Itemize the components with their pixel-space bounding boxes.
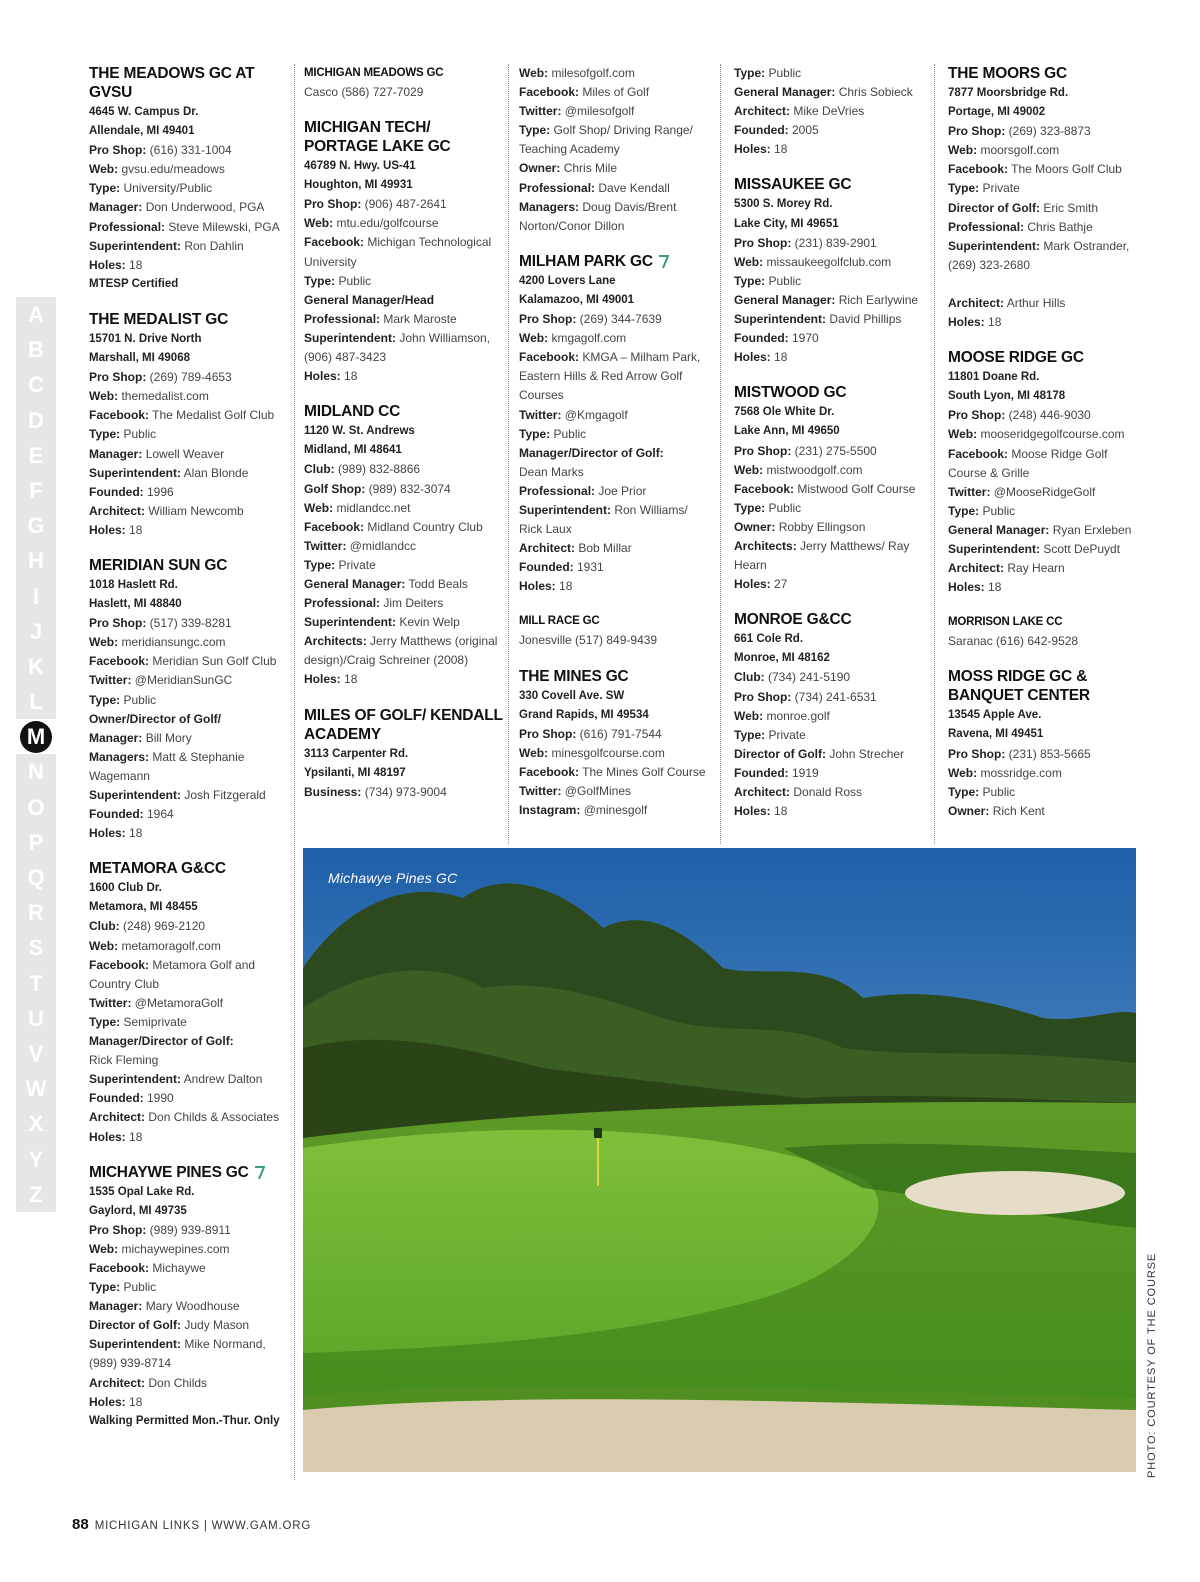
course-entry-michigan-meadows bbox=[304, 64, 504, 102]
pro-shop-line: Pro Shop: (269) 344-7639 bbox=[519, 312, 662, 327]
index-letter-o: O bbox=[16, 790, 56, 825]
twitter-line: Twitter: @MooseRidgeGolf bbox=[948, 484, 1096, 499]
director-line: Director of Golf: John Strecher bbox=[734, 746, 905, 761]
architect-line: Architect: Ray Hearn bbox=[948, 561, 1065, 576]
holes-line: Holes: 18 bbox=[89, 826, 143, 841]
twitter-line: Twitter: @MeridianSunGC bbox=[89, 673, 233, 688]
course-name: THE MEDALIST GC bbox=[89, 310, 229, 328]
web-line[interactable]: Web: minesgolfcourse.com bbox=[519, 745, 665, 760]
column-divider bbox=[720, 64, 721, 844]
course-name: MISSAUKEE GC bbox=[734, 176, 852, 194]
index-letter-l: L bbox=[16, 684, 56, 719]
address-line: Houghton, MI 49931 bbox=[304, 179, 413, 192]
photo-credit: PHOTO: COURTESY OF THE COURSE bbox=[1146, 1252, 1158, 1478]
twitter-line: Twitter: @Kmgagolf bbox=[519, 407, 628, 422]
architect-line: Architect: Don Childs bbox=[89, 1375, 208, 1390]
type-line: Type: Public bbox=[519, 426, 587, 441]
pro-shop-line: Pro Shop: (734) 241-6531 bbox=[734, 689, 877, 704]
index-letter-p: P bbox=[16, 825, 56, 860]
certification-note: MTESP Certified bbox=[89, 277, 179, 290]
course-name: MILES OF GOLF/ KENDALL ACADEMY bbox=[304, 706, 503, 743]
index-letter-q: Q bbox=[16, 860, 56, 895]
superintendent-line: Superintendent: John Williamson, (906) 487-3423 bbox=[304, 330, 491, 365]
course-entry-miles-of-golf-continued bbox=[519, 64, 714, 236]
superintendent-line: Superintendent: David Phillips bbox=[734, 312, 902, 327]
superintendent-line: Superintendent: Ron Williams/ Rick Laux bbox=[519, 502, 688, 537]
pro-shop-line: Pro Shop: (231) 275-5500 bbox=[734, 443, 877, 458]
address-line: 46789 N. Hwy. US-41 bbox=[304, 160, 416, 173]
address-line: 1120 W. St. Andrews bbox=[304, 425, 415, 438]
manager-line: Manager: Don Underwood, PGA bbox=[89, 200, 265, 215]
address-line: 1535 Opal Lake Rd. bbox=[89, 1185, 195, 1198]
course-entry-michaywe-pines bbox=[89, 1163, 284, 1431]
pro-shop-line: Pro Shop: (989) 939-8911 bbox=[89, 1222, 231, 1237]
type-line: Type: Public bbox=[948, 784, 1016, 799]
address-line: Ravena, MI 49451 bbox=[948, 728, 1044, 741]
pro-shop-line: Pro Shop: (248) 446-9030 bbox=[948, 408, 1091, 423]
general-manager-line: General Manager: Chris Sobieck bbox=[734, 85, 913, 100]
index-letter-z: Z bbox=[16, 1177, 56, 1212]
business-line: Business: (734) 973-9004 bbox=[304, 784, 447, 799]
twitter-line: Twitter: @milesofgolf bbox=[519, 104, 635, 119]
address-line: Lake Ann, MI 49650 bbox=[734, 425, 840, 438]
architects-line: Architects: Jerry Matthews (original design)/Craig Schreiner (2008) bbox=[304, 634, 498, 668]
founded-line: Founded: 1931 bbox=[519, 560, 604, 575]
course-entry-meridian-sun bbox=[89, 556, 284, 843]
index-letter-w: W bbox=[16, 1071, 56, 1106]
course-name: THE MOORS GC bbox=[948, 65, 1068, 82]
address-line: Haslett, MI 48840 bbox=[89, 598, 182, 611]
architect-line: Architect: Bob Millar bbox=[519, 541, 632, 556]
superintendent-line: Superintendent: Andrew Dalton bbox=[89, 1072, 263, 1087]
type-line: Type: Public bbox=[89, 692, 157, 707]
managers-line: Managers: Doug Davis/Brent Norton/Conor Dillon bbox=[519, 199, 677, 233]
flag-icon bbox=[253, 1166, 265, 1180]
footer-text: MICHIGAN LINKS | WWW.GAM.ORG bbox=[94, 1520, 312, 1532]
superintendent-line: Superintendent: Alan Blonde bbox=[89, 465, 249, 480]
course-entry-the-mines bbox=[519, 667, 714, 821]
address-line: 7568 Ole White Dr. bbox=[734, 406, 835, 419]
general-manager-line: General Manager: Todd Beals bbox=[304, 576, 468, 591]
course-entry-mistwood bbox=[734, 383, 924, 594]
manager-line: Manager: Lowell Weaver bbox=[89, 446, 225, 461]
type-line: Type: Private bbox=[734, 727, 806, 742]
address-line: South Lyon, MI 48178 bbox=[948, 390, 1066, 403]
web-line[interactable]: Web: mossridge.com bbox=[948, 765, 1062, 780]
column-divider bbox=[508, 64, 509, 844]
web-line[interactable]: Web: monroe.golf bbox=[734, 708, 830, 723]
web-line[interactable]: Web: gvsu.edu/meadows bbox=[89, 162, 225, 177]
type-line: Type: Golf Shop/ Driving Range/ Teaching Academy bbox=[519, 123, 693, 157]
address-line: Kalamazoo, MI 49001 bbox=[519, 293, 635, 306]
address-line: 3113 Carpenter Rd. bbox=[304, 747, 409, 760]
address-line: 1600 Club Dr. bbox=[89, 882, 162, 895]
course-name: METAMORA G&CC bbox=[89, 860, 226, 878]
holes-line: Holes: 18 bbox=[948, 580, 1002, 595]
pro-shop-line: Pro Shop: (616) 331-1004 bbox=[89, 143, 232, 158]
facebook-line: Facebook: Michigan Technological University bbox=[304, 235, 492, 269]
web-line[interactable]: Web: milesofgolf.com bbox=[519, 66, 635, 80]
course-entry-monroe bbox=[734, 610, 924, 821]
index-letter-h: H bbox=[16, 543, 56, 578]
golf-shop-line: Golf Shop: (989) 832-3074 bbox=[304, 481, 451, 496]
course-name: MICHIGAN MEADOWS GC bbox=[304, 67, 444, 79]
column-divider bbox=[934, 64, 935, 844]
facebook-line: Facebook: KMGA – Milham Park, Eastern Hills & Red Arrow Golf Courses bbox=[519, 350, 701, 403]
manager-value: Rick Fleming bbox=[89, 1053, 159, 1068]
founded-line: Founded: 1996 bbox=[89, 484, 174, 499]
address-line: 1018 Haslett Rd. bbox=[89, 578, 178, 591]
manager-label: Manager/Director of Golf: bbox=[519, 445, 664, 460]
column-divider bbox=[294, 64, 295, 1480]
holes-line: Holes: 18 bbox=[734, 142, 788, 157]
course-name: THE MEADOWS GC AT GVSU bbox=[89, 65, 255, 101]
index-letter-i: I bbox=[16, 579, 56, 614]
course-entry-continued bbox=[734, 64, 924, 159]
owner-line: Owner: Rich Kent bbox=[948, 803, 1045, 818]
superintendent-line: Superintendent: Mark Ostrander, (269) 323-2680 bbox=[948, 238, 1130, 272]
founded-line: Founded: 1970 bbox=[734, 331, 819, 346]
index-letter-r: R bbox=[16, 895, 56, 930]
pro-shop-line: Pro Shop: (906) 487-2641 bbox=[304, 197, 447, 212]
general-manager-line: General Manager: Rich Earlywine bbox=[734, 292, 919, 307]
course-name: MERIDIAN SUN GC bbox=[89, 556, 228, 574]
pro-shop-line: Pro Shop: (616) 791-7544 bbox=[519, 726, 662, 741]
course-entry-midland-cc bbox=[304, 402, 504, 689]
owner-line: Owner: Robby Ellingson bbox=[734, 519, 866, 534]
walking-note: Walking Permitted Mon.-Thur. Only bbox=[89, 1414, 280, 1427]
index-letter-f: F bbox=[16, 473, 56, 508]
pro-shop-line: Pro Shop: (517) 339-8281 bbox=[89, 616, 232, 631]
web-line[interactable]: Web: kmgagolf.com bbox=[519, 331, 627, 346]
founded-line: Founded: 2005 bbox=[734, 123, 819, 138]
holes-line: Holes: 18 bbox=[89, 1394, 143, 1409]
superintendent-line: Superintendent: Scott DePuydt bbox=[948, 541, 1121, 556]
director-line: Director of Golf: Judy Mason bbox=[89, 1318, 250, 1333]
type-line: Type: Private bbox=[948, 181, 1020, 196]
contact-line: Saranac (616) 642-9528 bbox=[948, 634, 1079, 649]
address-line: Lake City, MI 49651 bbox=[734, 217, 839, 230]
facebook-line: Facebook: The Medalist Golf Club bbox=[89, 408, 275, 423]
architect-line: Architect: Mike DeVries bbox=[734, 104, 865, 119]
course-name: MIDLAND CC bbox=[304, 403, 401, 421]
holes-line: Holes: 27 bbox=[734, 577, 788, 592]
professional-line: Professional: Chris Bathje bbox=[948, 219, 1093, 234]
professional-line: Professional: Dave Kendall bbox=[519, 180, 670, 195]
holes-line: Holes: 18 bbox=[519, 579, 573, 594]
course-entry-morrison-lake bbox=[948, 613, 1143, 651]
type-line: Type: Public bbox=[734, 500, 802, 515]
column-4 bbox=[734, 64, 924, 837]
course-entry-metamora bbox=[89, 859, 284, 1146]
address-line: 13545 Apple Ave. bbox=[948, 709, 1042, 722]
web-line[interactable]: Web: themedalist.com bbox=[89, 389, 209, 404]
superintendent-line: Superintendent: Kevin Welp bbox=[304, 615, 460, 630]
architect-line: Architect: Don Childs & Associates bbox=[89, 1110, 280, 1125]
managers-line: Managers: Matt & Stephanie Wagemann bbox=[89, 749, 245, 783]
web-line[interactable]: Web: mooseridgegolfcourse.com bbox=[948, 427, 1125, 442]
address-line: 661 Cole Rd. bbox=[734, 633, 804, 646]
course-entry-the-meadows bbox=[89, 64, 284, 294]
course-entry-miles-of-golf bbox=[304, 706, 504, 802]
founded-line: Founded: 1964 bbox=[89, 807, 174, 822]
manager-value: Dean Marks bbox=[519, 464, 584, 479]
superintendent-line: Superintendent: Mike Normand, (989) 939-8714 bbox=[89, 1337, 266, 1371]
web-line[interactable]: Web: missaukeegolfclub.com bbox=[734, 254, 892, 269]
facebook-line: Facebook: The Moors Golf Club bbox=[948, 162, 1122, 177]
pro-shop-line: Pro Shop: (269) 789-4653 bbox=[89, 370, 232, 385]
course-name: MILHAM PARK GC bbox=[519, 252, 714, 271]
address-line: 330 Covell Ave. SW bbox=[519, 689, 625, 702]
index-letter-b: B bbox=[16, 332, 56, 367]
founded-line: Founded: 1990 bbox=[89, 1091, 174, 1106]
course-entry-michigan-tech bbox=[304, 118, 504, 386]
address-line: 7877 Moorsbridge Rd. bbox=[948, 87, 1069, 99]
index-letter-j: J bbox=[16, 614, 56, 649]
club-line: Club: (989) 832-8866 bbox=[304, 462, 421, 477]
column-3 bbox=[519, 64, 714, 836]
professional-line: Professional: Joe Prior bbox=[519, 483, 647, 498]
facebook-line: Facebook: Metamora Golf and Country Club bbox=[89, 957, 256, 991]
pro-shop-line: Pro Shop: (269) 323-8873 bbox=[948, 124, 1091, 139]
course-name: MONROE G&CC bbox=[734, 611, 852, 629]
index-letter-k: K bbox=[16, 649, 56, 684]
type-line: Type: Public bbox=[734, 66, 802, 80]
course-entry-mill-race bbox=[519, 612, 714, 650]
holes-line: Holes: 18 bbox=[89, 1129, 143, 1144]
address-line: Portage, MI 49002 bbox=[948, 106, 1046, 119]
golf-course-photo-illustration bbox=[303, 848, 1136, 1472]
general-manager-line: General Manager/Head Professional: Mark Maroste bbox=[304, 292, 457, 326]
address-line: 11801 Doane Rd. bbox=[948, 371, 1040, 384]
holes-line: Holes: 18 bbox=[89, 522, 143, 537]
web-line[interactable]: Web: mtu.edu/golfcourse bbox=[304, 216, 439, 231]
owner-line: Owner: Chris Mile bbox=[519, 161, 618, 176]
twitter-line: Twitter: @MetamoraGolf bbox=[89, 995, 224, 1010]
manager-line: Manager: Mary Woodhouse bbox=[89, 1299, 240, 1314]
type-line: Type: Public bbox=[734, 273, 802, 288]
web-line[interactable]: Web: metamoragolf.com bbox=[89, 938, 221, 953]
alphabet-index-tab bbox=[16, 297, 56, 1212]
facebook-line: Facebook: Michaywe bbox=[89, 1260, 206, 1275]
address-line: Grand Rapids, MI 49534 bbox=[519, 708, 649, 721]
pro-shop-line: Pro Shop: (231) 853-5665 bbox=[948, 746, 1091, 761]
course-photo bbox=[303, 848, 1136, 1472]
professional-line: Professional: Jim Deiters bbox=[304, 596, 444, 611]
general-manager-line: General Manager: Ryan Erxleben bbox=[948, 522, 1132, 537]
course-entry-missaukee bbox=[734, 175, 924, 367]
index-letter-n: N bbox=[16, 754, 56, 789]
web-line[interactable]: Web: midlandcc.net bbox=[304, 500, 411, 515]
address-line: Ypsilanti, MI 48197 bbox=[304, 766, 406, 779]
index-letter-e: E bbox=[16, 438, 56, 473]
web-line[interactable]: Web: mistwoodgolf.com bbox=[734, 462, 863, 477]
web-line[interactable]: Web: moorsgolf.com bbox=[948, 143, 1060, 158]
pro-shop-line: Pro Shop: (231) 839-2901 bbox=[734, 235, 877, 250]
type-line: Type: Public bbox=[948, 503, 1016, 518]
owner-label: Owner/Director of Golf/ bbox=[89, 711, 222, 726]
address-line: Midland, MI 48641 bbox=[304, 444, 402, 457]
course-entry-milham-park bbox=[519, 252, 714, 597]
type-line: Type: Public bbox=[304, 273, 372, 288]
index-letter-a: A bbox=[16, 297, 56, 332]
facebook-line: Facebook: Mistwood Golf Course bbox=[734, 481, 916, 496]
index-letter-g: G bbox=[16, 508, 56, 543]
facebook-line: Facebook: Miles of Golf bbox=[519, 85, 650, 100]
type-line: Type: Public bbox=[89, 1280, 157, 1295]
superintendent-line: Superintendent: Ron Dahlin bbox=[89, 238, 244, 253]
photo-caption: Michawye Pines GC bbox=[328, 870, 458, 886]
facebook-line: Facebook: The Mines Golf Course bbox=[519, 764, 706, 779]
course-name: MICHIGAN TECH/ PORTAGE LAKE GC bbox=[304, 119, 451, 156]
holes-line: Holes: 18 bbox=[89, 257, 143, 272]
twitter-line: Twitter: @midlandcc bbox=[304, 538, 417, 553]
superintendent-line: Superintendent: Josh Fitzgerald bbox=[89, 788, 266, 802]
course-name: MOOSE RIDGE GC bbox=[948, 349, 1084, 367]
twitter-line: Twitter: @GolfMines bbox=[519, 784, 631, 798]
address-line: Monroe, MI 48162 bbox=[734, 652, 830, 665]
course-entry-the-moors bbox=[948, 64, 1143, 332]
address-line: Allendale, MI 49401 bbox=[89, 125, 195, 138]
type-line: Type: Public bbox=[89, 427, 157, 442]
professional-line: Professional: Steve Milewski, PGA bbox=[89, 219, 280, 234]
architects-line: Architects: Jerry Matthews/ Ray Hearn bbox=[734, 538, 910, 573]
contact-line: Jonesville (517) 849-9439 bbox=[519, 633, 658, 648]
facebook-line: Facebook: Meridian Sun Golf Club bbox=[89, 654, 277, 669]
address-line: 15701 N. Drive North bbox=[89, 332, 202, 345]
holes-line: Holes: 18 bbox=[304, 672, 358, 687]
index-letter-c: C bbox=[16, 367, 56, 402]
holes-line: Holes: 18 bbox=[734, 804, 788, 819]
web-line[interactable]: Web: meridiansungc.com bbox=[89, 635, 226, 650]
course-name: MORRISON LAKE CC bbox=[948, 616, 1063, 629]
address-line: 4645 W. Campus Dr. bbox=[89, 106, 199, 118]
index-letter-t: T bbox=[16, 966, 56, 1001]
blank-line bbox=[948, 275, 1143, 294]
index-letter-u: U bbox=[16, 1001, 56, 1036]
address-line: 5300 S. Morey Rd. bbox=[734, 198, 833, 211]
page-number: 88 bbox=[72, 1516, 89, 1533]
flag-icon bbox=[657, 255, 669, 269]
instagram-line: Instagram: @minesgolf bbox=[519, 803, 648, 818]
index-letter-d: D bbox=[16, 403, 56, 438]
holes-line: Holes: 18 bbox=[948, 315, 1002, 330]
column-1 bbox=[89, 64, 284, 1447]
holes-line: Holes: 18 bbox=[304, 369, 358, 384]
address-line: Metamora, MI 48455 bbox=[89, 901, 198, 914]
index-letter-v: V bbox=[16, 1036, 56, 1071]
contact-line: Casco (586) 727-7029 bbox=[304, 85, 424, 99]
web-line[interactable]: Web: michaywepines.com bbox=[89, 1241, 230, 1256]
founded-line: Founded: 1919 bbox=[734, 765, 819, 780]
owner-line: Manager: Bill Mory bbox=[89, 730, 192, 745]
index-letter-x: X bbox=[16, 1106, 56, 1141]
club-line: Club: (248) 969-2120 bbox=[89, 919, 206, 934]
course-name: THE MINES GC bbox=[519, 667, 629, 685]
index-letter-y: Y bbox=[16, 1142, 56, 1177]
course-entry-the-medalist bbox=[89, 310, 284, 540]
index-letter-m: M bbox=[16, 719, 56, 754]
column-2 bbox=[304, 64, 504, 818]
course-entry-moose-ridge bbox=[948, 348, 1143, 597]
type-line: Type: Semiprivate bbox=[89, 1014, 187, 1029]
column-5 bbox=[948, 64, 1143, 837]
course-name: MISTWOOD GC bbox=[734, 384, 847, 402]
architect-line: Architect: Donald Ross bbox=[734, 785, 863, 799]
course-name: MICHAYWE PINES GC bbox=[89, 1163, 284, 1182]
facebook-line: Facebook: Moose Ridge Golf Course & Grille bbox=[948, 446, 1108, 480]
club-line: Club: (734) 241-5190 bbox=[734, 670, 851, 685]
type-line: Type: University/Public bbox=[89, 181, 213, 196]
director-line: Director of Golf: Eric Smith bbox=[948, 200, 1099, 215]
index-letter-s: S bbox=[16, 930, 56, 965]
address-line: 4200 Lovers Lane bbox=[519, 274, 616, 287]
manager-label: Manager/Director of Golf: bbox=[89, 1034, 234, 1049]
type-line: Type: Private bbox=[304, 557, 376, 572]
address-line: Gaylord, MI 49735 bbox=[89, 1204, 187, 1217]
holes-line: Holes: 18 bbox=[734, 350, 788, 365]
page-footer bbox=[72, 1516, 311, 1533]
course-entry-moss-ridge bbox=[948, 667, 1143, 821]
facebook-line: Facebook: Midland Country Club bbox=[304, 519, 483, 534]
address-line: Marshall, MI 49068 bbox=[89, 352, 190, 365]
architect-line: Architect: Arthur Hills bbox=[948, 295, 1066, 310]
course-name: MILL RACE GC bbox=[519, 615, 600, 628]
architect-line: Architect: William Newcomb bbox=[89, 503, 244, 518]
course-name: MOSS RIDGE GC & BANQUET CENTER bbox=[948, 668, 1090, 705]
